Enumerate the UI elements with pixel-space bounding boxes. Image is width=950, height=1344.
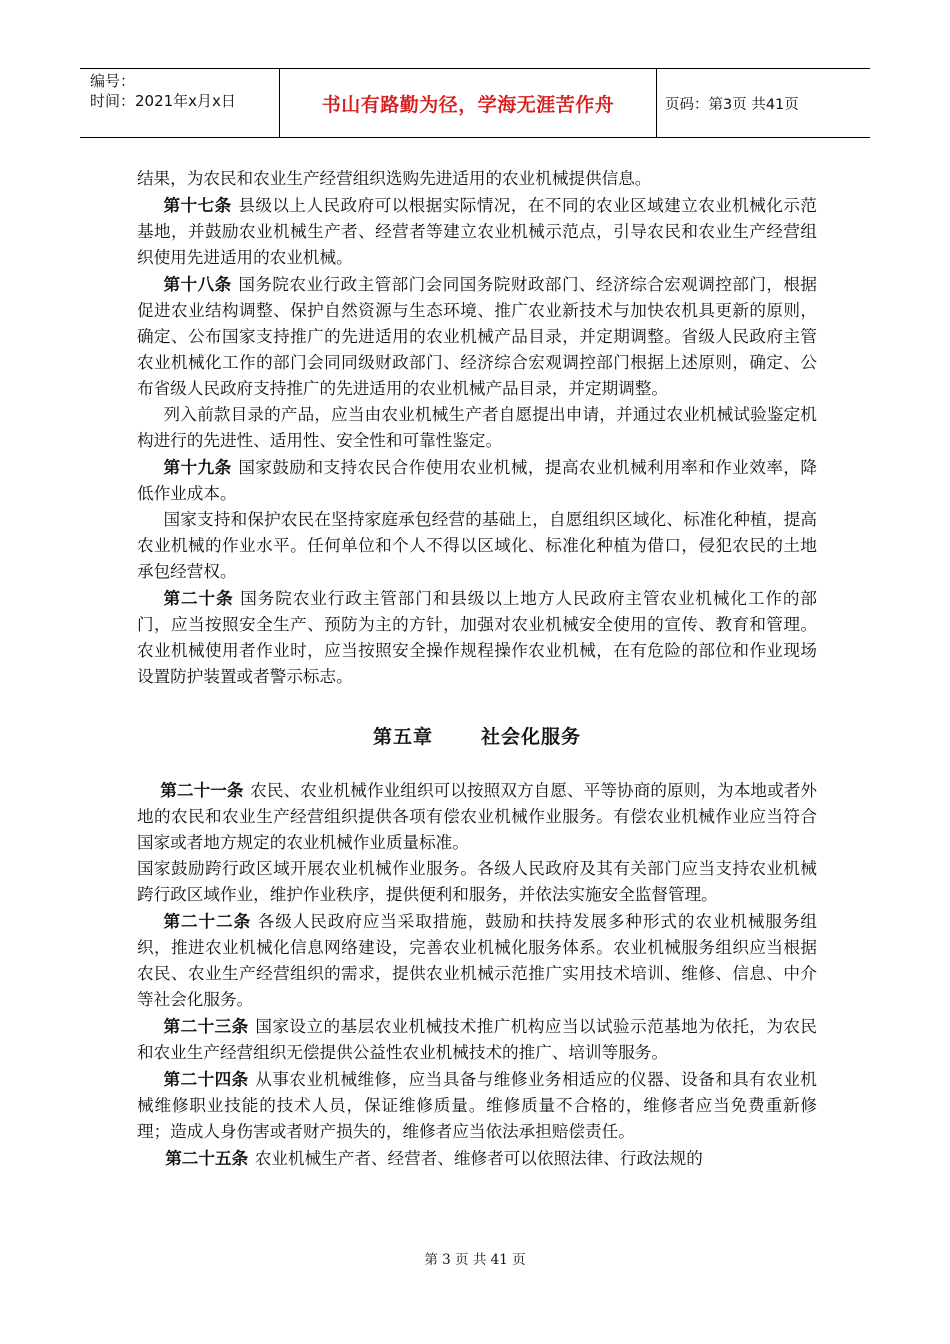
chapter-title: 社会化服务 [481,726,582,748]
document-body [137,166,817,1172]
paragraph [137,908,817,1013]
paragraph-text: 国家设立的基层农业机械技术推广机构应当以试验示范基地为依托，为农民和农业生产经营组织无偿提供公益性农业机械技术的推广、培训等服务。 [137,1017,818,1062]
page-header [80,68,870,138]
article-number: 第二十五条 [165,1148,249,1168]
paragraph-text: 农民、农业机械作业组织可以按照双方自愿、平等协商的原则，为本地或者外地的农民和农业生产经营组织提供各项有偿农业机械作业服务。有偿农业机械作业应当符合国家或者地方规定的农业机械作业质量标准。 [137,781,818,852]
paragraph [137,1145,817,1172]
article-number: 第二十三条 [163,1016,249,1036]
paragraph-text: 国务院农业行政主管部门会同国务院财政部门、经济综合宏观调控部门，根据促进农业结构调整、保护自然资源与生态环境、推广农业新技术与加快农机具更新的原则，确定、公布国家支持推广的先进适用的农业机械产品目录，并定期调整。省级人民政府主管农业机械化工作的部门会同同级财政部门、经济综合宏观调控部门根据上述原则，确定、公布省级人民政府支持推广的先进适用的农业机械产品目录，并定期调整。 [137,275,818,398]
paragraph-text: 国家支持和保护农民在坚持家庭承包经营的基础上，自愿组织区域化、标准化种植，提高农业机械的作业水平。任何单位和个人不得以区域化、标准化种植为借口，侵犯农民的土地承包经营权。 [137,510,817,581]
header-motto: 书山有路勤为径，学海无涯苦作舟 [280,69,657,137]
article-number: 第二十二条 [163,911,252,931]
paragraph [137,192,817,271]
chapter-heading [137,722,817,749]
header-meta [80,69,280,137]
paragraph-text: 国务院农业行政主管部门和县级以上地方人民政府主管农业机械化工作的部门，应当按照安全生产、预防为主的方针，加强对农业机械安全使用的宣传、教育和管理。 农业机械使用者作业时，应当按照安全操作规程操作农业机械，在有危险的部位和作业现场设置防护装置或者警示标志。 [137,589,818,686]
page-footer: 第 3 页 共 41 页 [424,1252,526,1268]
article-number: 第十八条 [163,274,232,294]
paragraph-text: 各级人民政府应当采取措施，鼓励和扶持发展多种形式的农业机械服务组织，推进农业机械化信息网络建设，完善农业机械化服务体系。农业机械服务组织应当根据农民、农业生产经营组织的需求，提供农业机械示范推广实用技术培训、维修、信息、中介等社会化服务。 [137,912,818,1009]
article-number: 第二十一条 [160,780,244,800]
paragraph [137,507,817,585]
article-number: 第二十条 [163,588,234,608]
article-number: 第二十四条 [163,1069,249,1089]
paragraph [137,1066,817,1145]
paragraph [137,1013,817,1066]
header-page-number: 页码：第3页 共41页 [665,96,799,113]
paragraph [137,454,817,507]
paragraph [137,777,817,856]
paragraph-text: 国家鼓励和支持农民合作使用农业机械，提高农业机械利用率和作业效率，降低作业成本。 [137,458,818,503]
paragraph [137,856,817,908]
paragraph-text: 农业机械生产者、经营者、维修者可以依照法律、行政法规的 [254,1149,703,1168]
paragraph [137,166,817,192]
paragraph-text: 结果，为农民和农业生产经营组织选购先进适用的农业机械提供信息。 [137,169,652,188]
paragraph-text: 列入前款目录的产品，应当由农业机械生产者自愿提出申请，并通过农业机械试验鉴定机构进行的先进性、适用性、安全性和可靠性鉴定。 [137,405,817,450]
document-number-label: 编号： [90,72,136,90]
paragraph-text: 县级以上人民政府可以根据实际情况，在不同的农业区域建立农业机械化示范基地，并鼓励农业机械生产者、经营者等建立农业机械示范点，引导农民和农业生产经营组织使用先进适用的农业机械。 [137,196,818,267]
paragraph [137,402,817,454]
paragraph [137,585,817,690]
paragraph [137,271,817,402]
document-date: 时间：2021年x月x日 [90,92,236,110]
chapter-number: 第五章 [372,726,433,748]
article-number: 第十九条 [163,457,232,477]
article-number: 第十七条 [163,195,232,215]
paragraph-text: 国家鼓励跨行政区域开展农业机械作业服务。各级人民政府及其有关部门应当支持农业机械跨行政区域作业，维护作业秩序，提供便利和服务，并依法实施安全监督管理。 [137,859,817,904]
paragraph-text: 从事农业机械维修，应当具备与维修业务相适应的仪器、设备和具有农业机械维修职业技能的技术人员，保证维修质量。维修质量不合格的，维修者应当免费重新修理；造成人身伤害或者财产损失的，维修者应当依法承担赔偿责任。 [137,1070,818,1141]
